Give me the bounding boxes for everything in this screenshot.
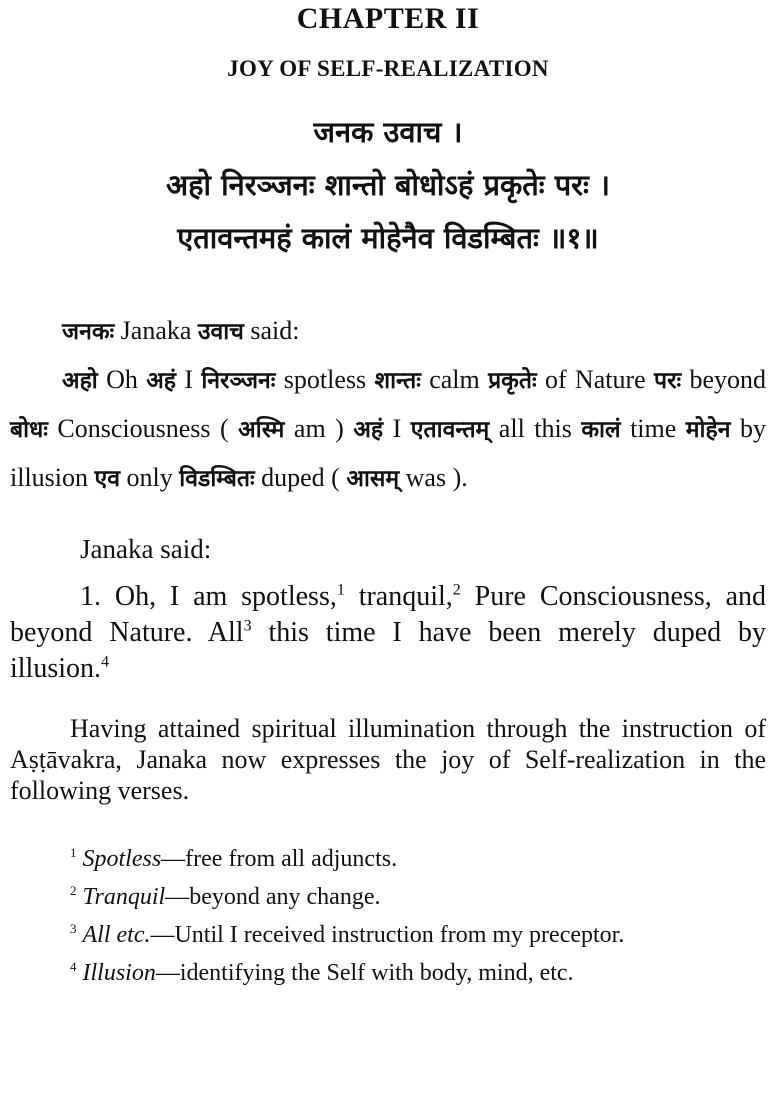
footnote-ref[interactable]: 4 <box>101 653 110 671</box>
verse-speaker: जनक उवाच । <box>313 115 463 149</box>
gloss-en: beyond <box>681 365 767 394</box>
footnotes <box>10 844 766 988</box>
footnote-number: 2 <box>70 883 77 898</box>
chapter-subtitle: JOY OF SELF-REALIZATION <box>227 56 549 81</box>
gloss-dev: कालं <box>581 417 621 443</box>
footnote-term: Tranquil <box>82 884 166 910</box>
footnote-term: All etc. <box>82 922 151 948</box>
gloss-dev: उवाच <box>197 319 244 345</box>
gloss-dev: आसम् <box>346 466 400 492</box>
footnote <box>10 920 766 950</box>
gloss-en: Oh <box>97 365 147 394</box>
translation-text: 1. Oh, I am spotless, <box>80 581 337 612</box>
commentary-text: Having attained spiritual illumination through the instruction of Aṣṭāvakra, Janaka now expresses the joy of Self-realization in the following verses. <box>10 714 766 805</box>
gloss-dev: परः <box>654 368 682 394</box>
gloss-dev: अहो <box>62 368 98 394</box>
gloss-en: am ) <box>284 414 354 443</box>
chapter-title: CHAPTER II <box>296 2 480 35</box>
footnote-term: Illusion <box>82 960 156 986</box>
footnote-ref[interactable]: 3 <box>243 617 252 635</box>
gloss-en: was ). <box>399 463 468 492</box>
word-gloss <box>10 356 766 503</box>
gloss-dev: अहं <box>353 417 384 443</box>
translation-text: this time I have been merely duped by illusion. <box>10 617 767 684</box>
footnote-text: —identifying the Self with body, mind, etc. <box>155 960 574 986</box>
footnote-term: Spotless <box>82 846 162 872</box>
gloss-dev: अस्मि <box>238 417 285 443</box>
gloss-dev: जनकः <box>62 319 115 345</box>
gloss-dev: एतावन्तम् <box>410 417 490 443</box>
gloss-dev: मोहेन <box>685 417 731 443</box>
gloss-dev: प्रकृतेः <box>488 368 537 394</box>
gloss-en: by illusion <box>10 414 766 492</box>
gloss-dev: बोधः <box>10 417 48 443</box>
footnote-number: 3 <box>70 921 77 936</box>
gloss-en: Consciousness ( <box>47 414 239 443</box>
gloss-en: duped ( <box>254 463 347 492</box>
gloss-dev: निरञ्जनः <box>201 368 276 394</box>
verse-line-1: अहो निरञ्जनः शान्तो बोधोऽहं प्रकृतेः परः । <box>166 168 610 202</box>
gloss-en: of Nature <box>536 365 655 394</box>
footnote <box>10 844 766 874</box>
gloss-dev: एव <box>94 466 121 492</box>
footnote-ref[interactable]: 1 <box>336 581 345 599</box>
translation-intro: Janaka said: <box>80 534 212 564</box>
gloss-en: I <box>176 365 202 394</box>
footnote-number: 4 <box>70 959 77 974</box>
gloss-en: only <box>120 463 180 492</box>
gloss-dev: विडम्बितः <box>179 466 255 492</box>
gloss-en: spotless <box>275 365 375 394</box>
verse-line-2: एतावन्तमहं कालं मोहेनैव विडम्बितः ॥१॥ <box>177 221 599 255</box>
gloss-dev: अहं <box>146 368 176 394</box>
gloss-en: said: <box>243 316 300 345</box>
footnote-ref[interactable]: 2 <box>452 581 461 599</box>
translation-text: Pure Consciousness, and beyond Nature. All <box>10 581 766 648</box>
translation-text: tranquil, <box>344 581 453 612</box>
footnote <box>10 958 766 988</box>
gloss-en: all this <box>489 414 582 443</box>
gloss-en: I <box>383 414 411 443</box>
gloss-en: Janaka <box>114 316 198 345</box>
gloss-dev: शान्तः <box>374 368 421 394</box>
translation <box>10 579 766 687</box>
commentary <box>10 713 766 806</box>
gloss-en: calm <box>420 365 489 394</box>
gloss-intro <box>10 307 766 356</box>
footnote-text: —Until I received instruction from my preceptor. <box>150 922 625 948</box>
footnote-text: —free from all adjuncts. <box>161 846 398 872</box>
gloss-en: time <box>620 414 686 443</box>
footnote-text: —beyond any change. <box>165 884 381 910</box>
footnote-number: 1 <box>70 845 77 860</box>
footnote <box>10 882 766 912</box>
